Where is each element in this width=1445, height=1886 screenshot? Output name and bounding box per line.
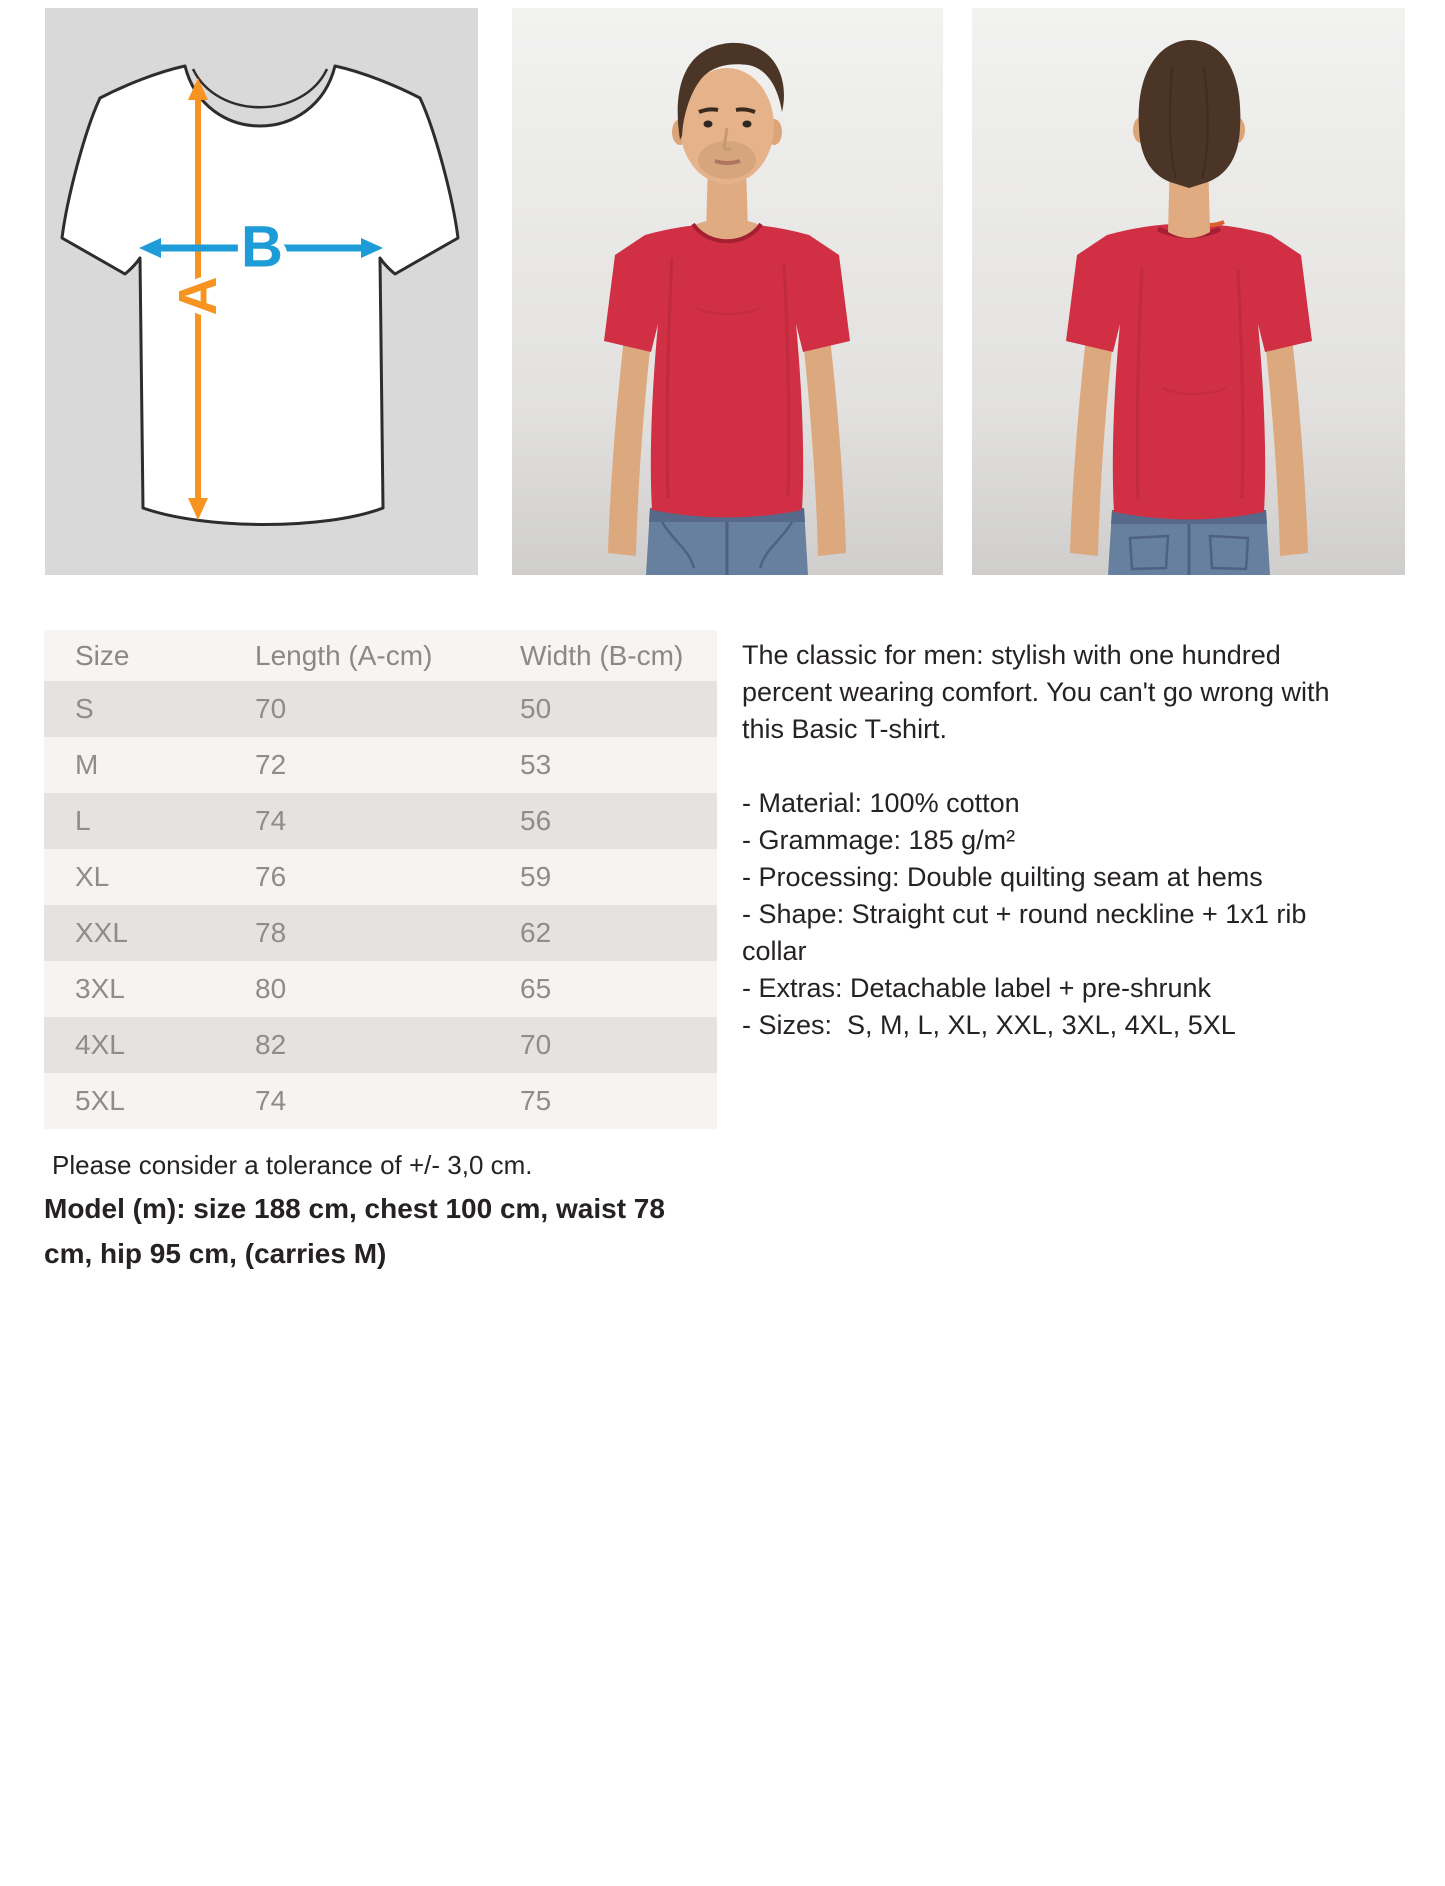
size-cell: M	[75, 749, 99, 780]
description-bullet: - Extras: Detachable label + pre-shrunk	[742, 973, 1211, 1003]
width-cell: 65	[520, 973, 552, 1004]
tshirt-measurement-diagram	[45, 8, 478, 575]
right-eye	[743, 121, 752, 128]
description-bullet-list	[742, 785, 1367, 1044]
label-a: A	[168, 276, 228, 316]
length-cell: 70	[255, 693, 287, 724]
model-back-photo	[972, 8, 1405, 575]
tshirt-outline	[62, 66, 458, 525]
size-table-body	[44, 681, 717, 1129]
model-measurements-note: Model (m): size 188 cm, chest 100 cm, waist 78 cm, hip 95 cm, (carries M)	[44, 1193, 665, 1269]
jeans-back	[1108, 510, 1270, 575]
description-bullet: - Grammage: 185 g/m²	[742, 825, 1016, 855]
table-row	[44, 737, 717, 793]
table-row	[44, 1073, 717, 1129]
width-cell: 75	[520, 1085, 552, 1116]
table-row	[44, 793, 717, 849]
product-description	[742, 637, 1367, 1044]
length-cell: 78	[255, 917, 287, 948]
length-cell: 74	[255, 805, 287, 836]
table-row	[44, 681, 717, 737]
description-bullet: - Processing: Double quilting seam at hems	[742, 862, 1263, 892]
label-b: B	[241, 214, 283, 280]
size-cell: L	[75, 805, 91, 836]
hair-back	[1139, 40, 1241, 188]
description-bullet: - Shape: Straight cut + round neckline + 1x1 rib collar	[742, 899, 1314, 966]
stubble	[698, 141, 756, 179]
size-cell: 5XL	[75, 1085, 125, 1116]
table-row	[44, 961, 717, 1017]
description-bullet: - Sizes: S, M, L, XL, XXL, 3XL, 4XL, 5XL	[742, 1010, 1236, 1040]
model-front-photo	[512, 8, 943, 575]
column-header-length: Length (A-cm)	[255, 639, 433, 671]
size-cell: S	[75, 693, 94, 724]
size-cell: XXL	[75, 917, 128, 948]
width-cell: 59	[520, 861, 552, 892]
jeans	[646, 508, 808, 575]
back-photo-illustration	[972, 8, 1405, 575]
front-photo-illustration	[512, 8, 943, 575]
length-cell: 82	[255, 1029, 287, 1060]
table-row	[44, 1017, 717, 1073]
size-cell: 3XL	[75, 973, 125, 1004]
description-bullet: - Material: 100% cotton	[742, 788, 1020, 818]
width-cell: 70	[520, 1029, 552, 1060]
tolerance-note: Please consider a tolerance of +/- 3,0 cm.	[52, 1150, 533, 1180]
size-table-header	[44, 630, 717, 681]
table-row	[44, 849, 717, 905]
length-cell: 80	[255, 973, 287, 1004]
table-row	[44, 905, 717, 961]
size-cell: XL	[75, 861, 110, 892]
size-table	[44, 630, 717, 1129]
size-cell: 4XL	[75, 1029, 125, 1060]
length-cell: 72	[255, 749, 287, 780]
width-cell: 62	[520, 917, 552, 948]
column-header-width: Width (B-cm)	[520, 639, 684, 671]
width-cell: 50	[520, 693, 552, 724]
mouth	[715, 161, 740, 163]
column-header-size: Size	[75, 639, 130, 671]
tshirt-diagram-svg	[45, 8, 478, 575]
description-gap	[742, 748, 1367, 785]
length-cell: 74	[255, 1085, 287, 1116]
description-intro: The classic for men: stylish with one hundred percent wearing comfort. You can't go wrong with this Basic T-shirt.	[742, 640, 1338, 744]
collar-rib-line	[193, 69, 327, 107]
width-cell: 53	[520, 749, 552, 780]
length-cell: 76	[255, 861, 287, 892]
width-cell: 56	[520, 805, 552, 836]
left-eye	[704, 121, 713, 128]
